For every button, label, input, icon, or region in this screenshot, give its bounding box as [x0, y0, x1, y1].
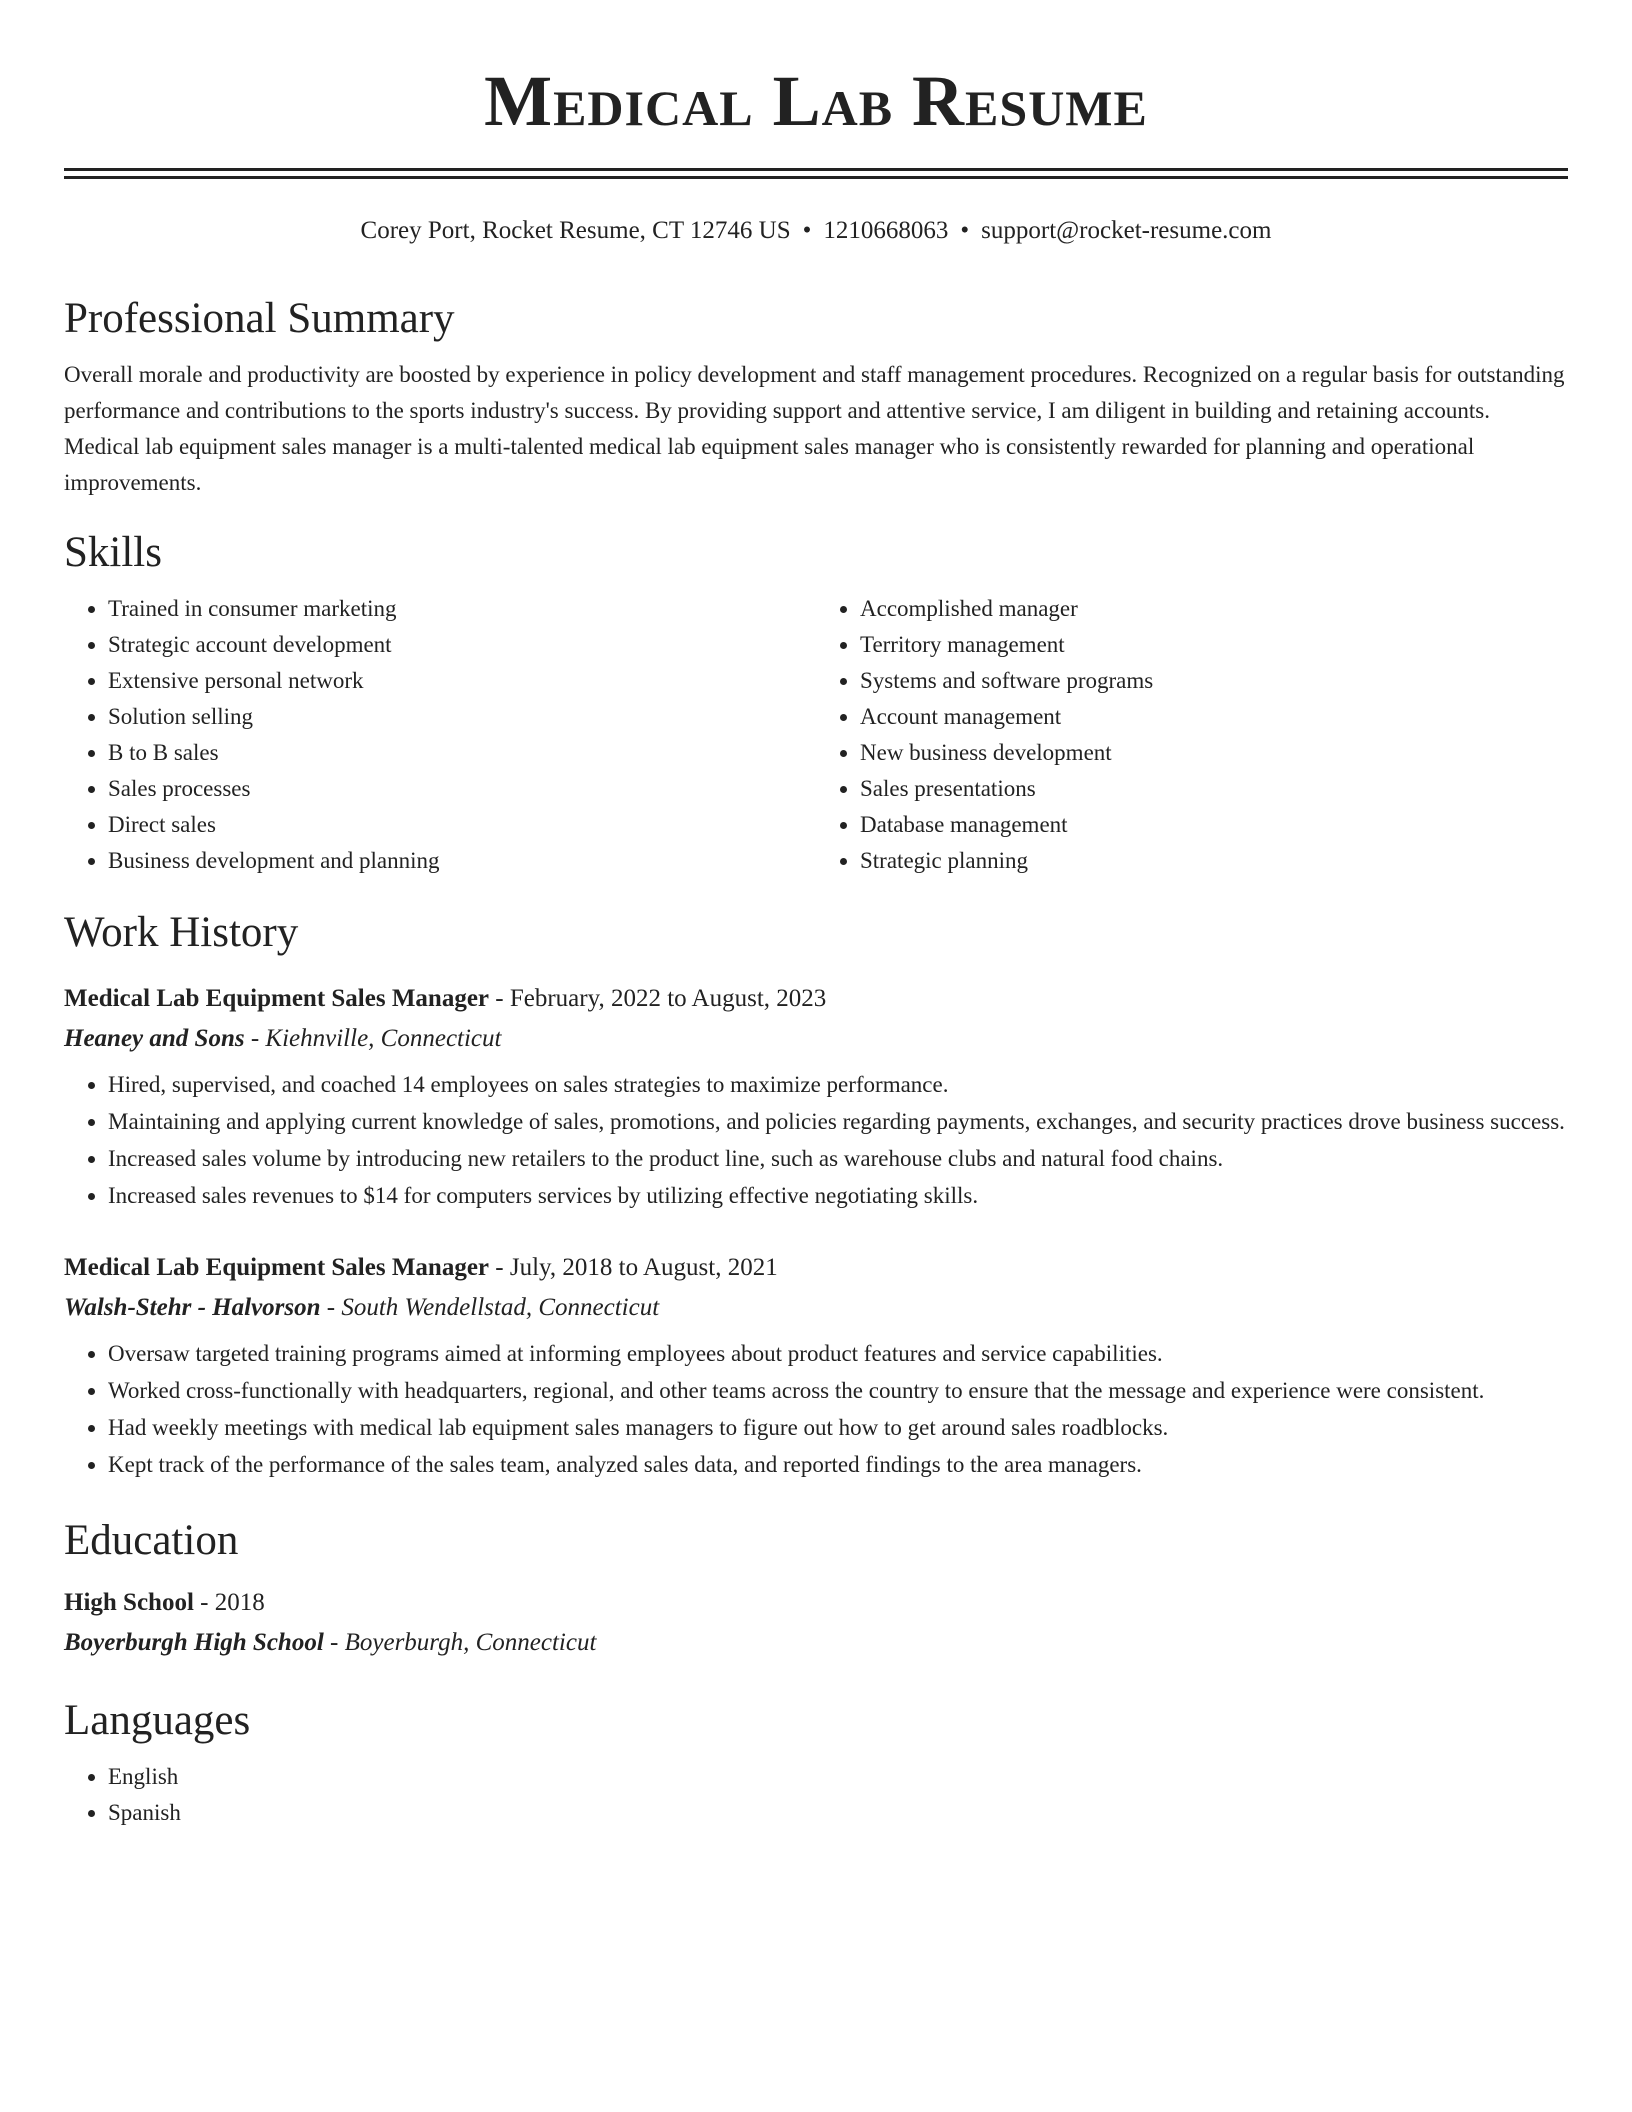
job-title: Medical Lab Equipment Sales Manager: [64, 985, 490, 1012]
job-bullet: • Oversaw targeted training programs aimed at informing employees about product features and service capabilities.: [108, 1336, 1568, 1372]
job-bullet: • Hired, supervised, and coached 14 employees on sales strategies to maximize performance.: [108, 1067, 1568, 1103]
job-bullet: • Maintaining and applying current knowledge of sales, promotions, and policies regarding payments, exchanges, and security practices drove business success.: [108, 1104, 1568, 1140]
dash-separator: -: [326, 1294, 336, 1321]
job-bullets: [64, 1067, 1568, 1214]
skill-item: • Territory management: [860, 627, 1568, 663]
job-bullet: • Increased sales volume by introducing new retailers to the product line, such as warehouse clubs and natural food chains.: [108, 1141, 1568, 1177]
dash-separator: -: [495, 1254, 504, 1281]
page-title: Medical Lab Resume: [484, 61, 1148, 141]
skills-list-left: [64, 591, 816, 879]
dash-separator: -: [330, 1629, 339, 1656]
language-item: • Spanish: [108, 1795, 1568, 1831]
skill-item: • Sales presentations: [860, 771, 1568, 807]
contact-address: Corey Port, Rocket Resume, CT 12746 US: [360, 217, 791, 244]
skill-item: • Extensive personal network: [108, 663, 816, 699]
skills-columns: [64, 591, 1568, 879]
education-header: [64, 1583, 1568, 1623]
education-location: Boyerburgh, Connecticut: [344, 1629, 597, 1656]
language-item: • English: [108, 1759, 1568, 1795]
contact-separator: •: [802, 217, 812, 244]
contact-separator: •: [960, 217, 970, 244]
skill-item: • Systems and software programs: [860, 663, 1568, 699]
education-school-line: [64, 1623, 1568, 1663]
title-double-rule: [64, 168, 1568, 179]
job-header: [64, 979, 1568, 1019]
skills-heading: Skills: [64, 529, 162, 576]
education-heading: Education: [64, 1517, 239, 1564]
education-degree: High School: [64, 1589, 194, 1616]
summary-heading: Professional Summary: [64, 295, 455, 342]
job-header: [64, 1248, 1568, 1288]
skill-item: • Solution selling: [108, 699, 816, 735]
skills-list-right: [816, 591, 1568, 879]
skill-item: • Accomplished manager: [860, 591, 1568, 627]
job-location: Kiehnville, Connecticut: [265, 1025, 502, 1052]
job-title: Medical Lab Equipment Sales Manager: [64, 1254, 490, 1281]
job-entry: [64, 979, 1568, 1214]
skill-item: • Trained in consumer marketing: [108, 591, 816, 627]
skill-item: • New business development: [860, 735, 1568, 771]
job-company: Walsh-Stehr - Halvorson: [64, 1294, 321, 1321]
dash-separator: -: [200, 1589, 209, 1616]
education-school: Boyerburgh High School: [64, 1629, 324, 1656]
contact-email: support@rocket-resume.com: [981, 217, 1272, 244]
job-bullet: • Increased sales revenues to $14 for computers services by utilizing effective negotiating skills.: [108, 1178, 1568, 1214]
dash-separator: -: [495, 985, 504, 1012]
education-year: 2018: [214, 1589, 265, 1616]
job-bullet: • Kept track of the performance of the sales team, analyzed sales data, and reported findings to the area managers.: [108, 1447, 1568, 1483]
languages-list: [64, 1759, 1568, 1831]
contact-line: [64, 215, 1568, 247]
skill-item: • B to B sales: [108, 735, 816, 771]
job-bullet: • Worked cross-functionally with headquarters, regional, and other teams across the country to ensure that the message and experience were consistent.: [108, 1373, 1568, 1409]
skill-item: • Strategic account development: [108, 627, 816, 663]
skill-item: • Strategic planning: [860, 843, 1568, 879]
job-bullet: • Had weekly meetings with medical lab equipment sales managers to figure out how to get around sales roadblocks.: [108, 1410, 1568, 1446]
contact-phone: 1210668063: [823, 217, 949, 244]
dash-separator: -: [250, 1025, 260, 1052]
summary-text: Overall morale and productivity are boosted by experience in policy development and staff management procedures. Recognized on a regular basis for outstanding performance and contributions to the sports industry's success. By providing support and attentive service, I am diligent in building and retaining accounts. Medical lab equipment sales manager is a multi-talented medical lab equipment sales manager who is consistently rewarded for planning and operational improvements.: [64, 362, 1565, 495]
skill-item: • Account management: [860, 699, 1568, 735]
skill-item: • Business development and planning: [108, 843, 816, 879]
job-dates: July, 2018 to August, 2021: [509, 1254, 778, 1281]
job-entry: [64, 1248, 1568, 1483]
skill-item: • Database management: [860, 807, 1568, 843]
skill-item: • Sales processes: [108, 771, 816, 807]
education-entry: [64, 1583, 1568, 1663]
skill-item: • Direct sales: [108, 807, 816, 843]
job-company-line: [64, 1019, 1568, 1059]
job-location: South Wendellstad, Connecticut: [341, 1294, 660, 1321]
job-company: Heaney and Sons: [64, 1025, 245, 1052]
job-company-line: [64, 1288, 1568, 1328]
languages-heading: Languages: [64, 1697, 251, 1744]
work-history-heading: Work History: [64, 909, 299, 956]
job-bullets: [64, 1336, 1568, 1483]
job-dates: February, 2022 to August, 2023: [509, 985, 827, 1012]
